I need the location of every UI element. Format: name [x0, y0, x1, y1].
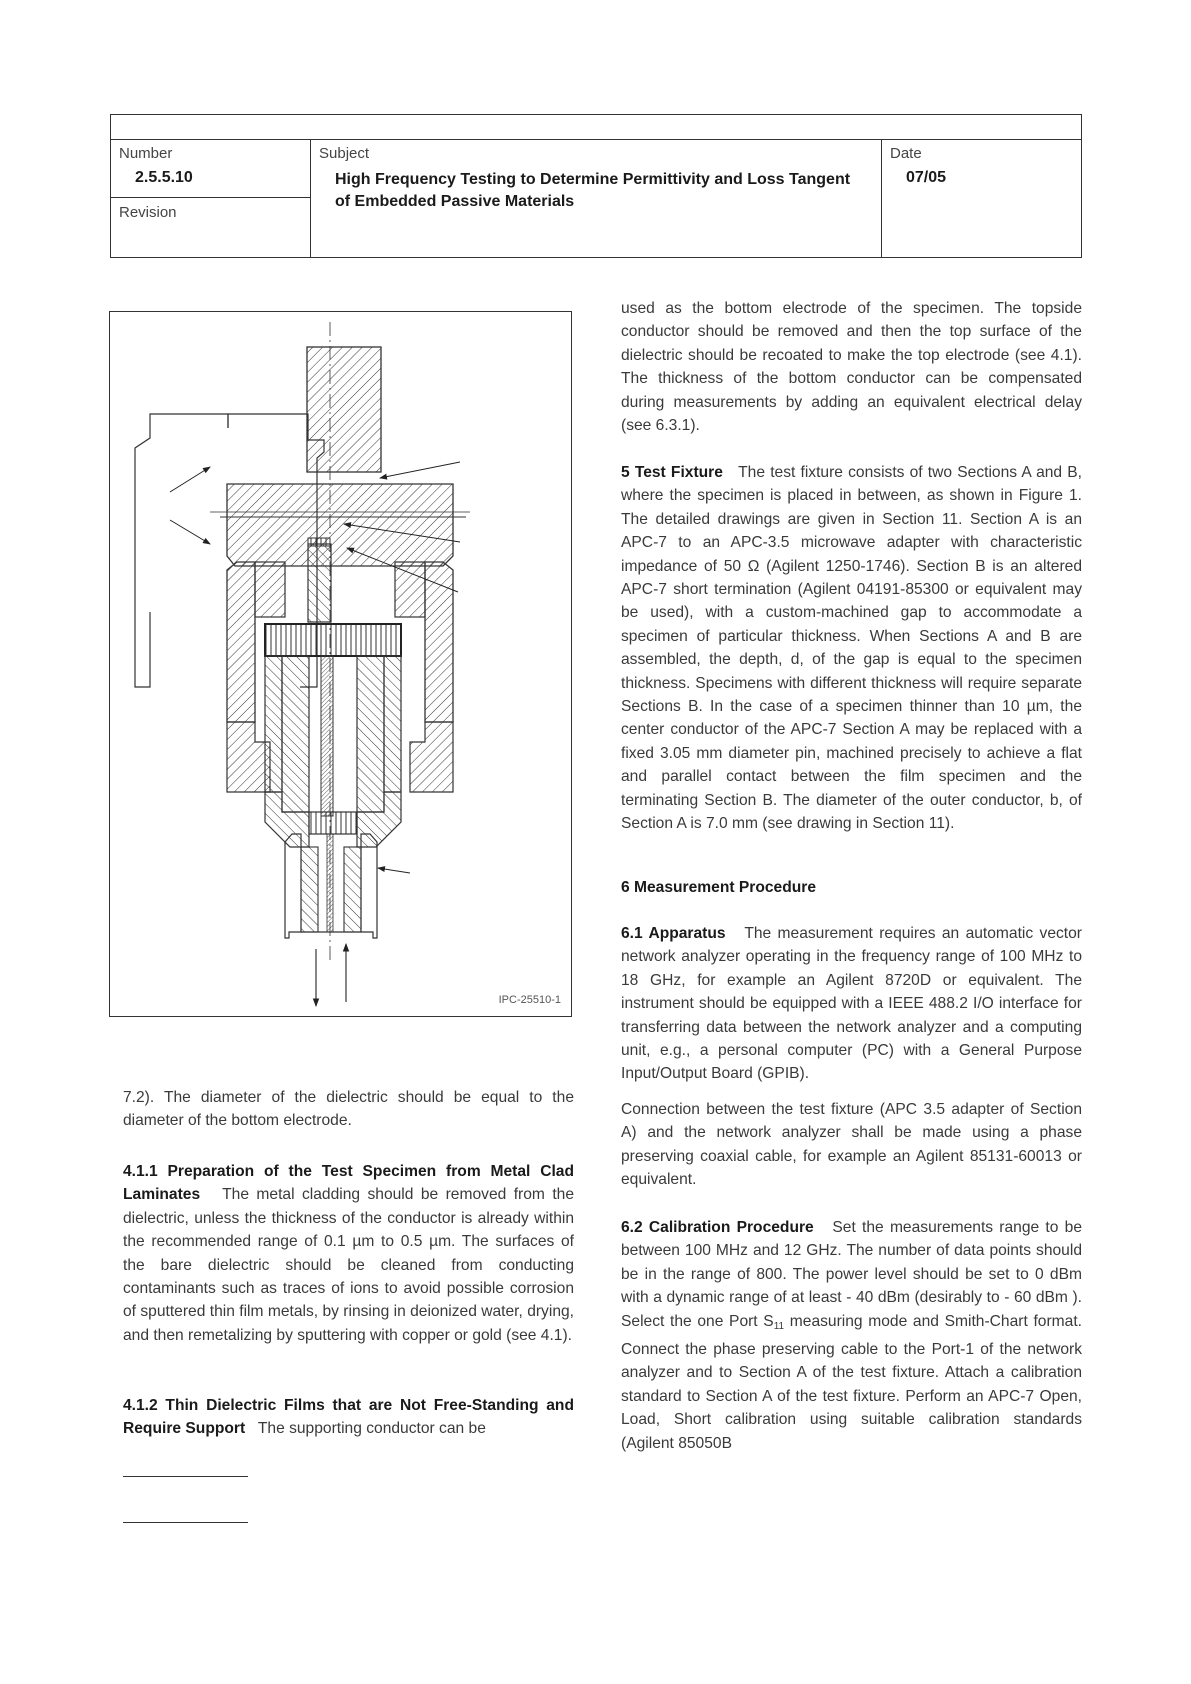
document-title: High Frequency Testing to Determine Permittivity and Loss Tangent of Embedded Passive Materials: [335, 171, 851, 210]
body-4-1-1: The metal cladding should be removed from the dielectric, unless the thickness of the conductor is already within the recommended range of 0.1 µm to 0.5 µm. The surfaces of the bare dielectric should be cleaned from conducting contaminants such as traces of ions to avoid possible corrosion of sputtered thin film metals, by rinsing in deionized water, drying, and then remetalizing by sputtering with copper or gold (see 4.1).: [123, 1186, 574, 1344]
heading-6-measurement-procedure: 6 Measurement Procedure: [621, 879, 816, 896]
right-column-continuation: [621, 297, 1082, 437]
revision-label: Revision: [119, 204, 177, 221]
paragraph-6-1-connection: Connection between the test fixture (APC 3.5 adapter of Section A) and the network analyzer shall be made using a phase preserving coaxial cable, for example an Agilent 85131-60013 or equivalent.: [621, 1101, 1082, 1189]
fixture-cross-section-drawing: [110, 312, 573, 1018]
body-6-2-part-b: measuring mode and Smith-Chart format. Connect the phase preserving cable to the Port-1 of the network analyzer and to Section A of the test fixture. Attach a calibration standard to Section A of the test fixture. Perform an APC-7 Open, Load, Short calibration using suitable calibration standards (Agilent 85050B: [621, 1312, 1082, 1452]
section-5: [621, 461, 1082, 836]
section-6: [621, 876, 1082, 899]
header-number-column: [111, 139, 311, 257]
heading-6-2-calibration: 6.2 Calibration Procedure: [621, 1219, 814, 1236]
paragraph-bottom-electrode: used as the bottom electrode of the specimen. The topside conductor should be removed and then the top surface of the dielectric should be recoated to make the top electrode (see 4.1). The thickness of the bottom conductor can be compensated during measurements by adding an equivalent electrical delay (see 6.3.1).: [621, 300, 1082, 435]
paragraph-dielectric-diameter: 7.2). The diameter of the dielectric should be equal to the diameter of the bottom electrode.: [123, 1089, 574, 1130]
body-4-1-2: The supporting conductor can be: [257, 1420, 486, 1438]
paragraph-6-1: [621, 922, 1082, 1086]
header-top-band: [111, 115, 1081, 140]
heading-5-test-fixture: 5 Test Fixture: [621, 464, 723, 481]
section-4-1-1: [123, 1160, 574, 1347]
body-6-1: The measurement requires an automatic vector network analyzer operating in the frequency range of 100 MHz to 18 GHz, for example an Agilent 8720D or equivalent. The instrument should be equipped with a IEEE 488.2 I/O interface for transferring data between the network analyzer and a computing unit, e.g., a personal computer (PC) with a General Purpose Input/Output Board (GPIB).: [621, 925, 1082, 1083]
number-cell: [111, 139, 310, 198]
revision-cell: [111, 198, 310, 257]
test-fixture-figure: [109, 311, 572, 1017]
footnote-rule-1: [123, 1476, 248, 1477]
body-5: The test fixture consists of two Sections A and B, where the specimen is placed in between, as shown in Figure 1. The detailed drawings are given in Section 11. Section A is an APC-7 to an APC-3.5 microwave adapter with characteristic impedance of 50 Ω (Agilent 1250-1746). Section B is an altered APC-7 short termination (Agilent 04191-85300 or equivalent may be used), with a custom-machined gap to accommodate a specimen of particular thickness. When Sections A and B are assembled, the depth, d, of the gap is equal to the specimen thickness. Specimens with different thickness will require separate Sections B. In the case of a specimen thinner than 10 µm, the center conductor of the APC-7 Section A may be replaced with a fixed 3.05 mm diameter pin, machined precisely to achieve a flat and parallel contact between the film specimen and the terminating Section B. The diameter of the outer conductor, b, of Section A is 7.0 mm (see drawing in Section 11).: [621, 464, 1083, 833]
document-number: 2.5.5.10: [135, 169, 193, 186]
body-6-2-part-a: Set the measurements range to be between 100 MHz and 12 GHz. The number of data points should be in the range of 800. The power level should be set to 0 dBm with a dynamic range of at least - 40 dBm (desirably to - 60 dBm ). Select the one Port S: [621, 1219, 1082, 1330]
heading-4-1-1: 4.1.1 Preparation of the Test Specimen from Metal Clad Laminates: [123, 1163, 574, 1204]
subject-label: Subject: [319, 145, 370, 162]
section-6-2: [621, 1216, 1082, 1455]
footnote-rule-2: [123, 1522, 248, 1523]
section-6-1-connection: [621, 1098, 1082, 1192]
heading-6-1-apparatus: 6.1 Apparatus: [621, 925, 726, 942]
left-column-continuation: [123, 1086, 574, 1133]
document-header-table: [110, 114, 1082, 258]
heading-4-1-2: 4.1.2 Thin Dielectric Films that are Not Free-Standing and Require Support: [123, 1397, 574, 1438]
document-date: 07/05: [906, 169, 947, 186]
section-4-1-2: [123, 1394, 574, 1441]
figure-id-label: IPC-25510-1: [498, 994, 561, 1006]
header-subject-column: [311, 139, 882, 257]
section-6-1: [621, 922, 1082, 1086]
paragraph-5: [621, 461, 1082, 836]
paragraph-4-1-2: [123, 1394, 574, 1441]
paragraph-6-2: [621, 1216, 1082, 1455]
s-parameter-subscript: 11: [773, 1320, 785, 1332]
number-label: Number: [119, 145, 173, 162]
header-date-column: [882, 139, 1081, 257]
date-label: Date: [890, 145, 922, 162]
paragraph-4-1-1: [123, 1160, 574, 1347]
